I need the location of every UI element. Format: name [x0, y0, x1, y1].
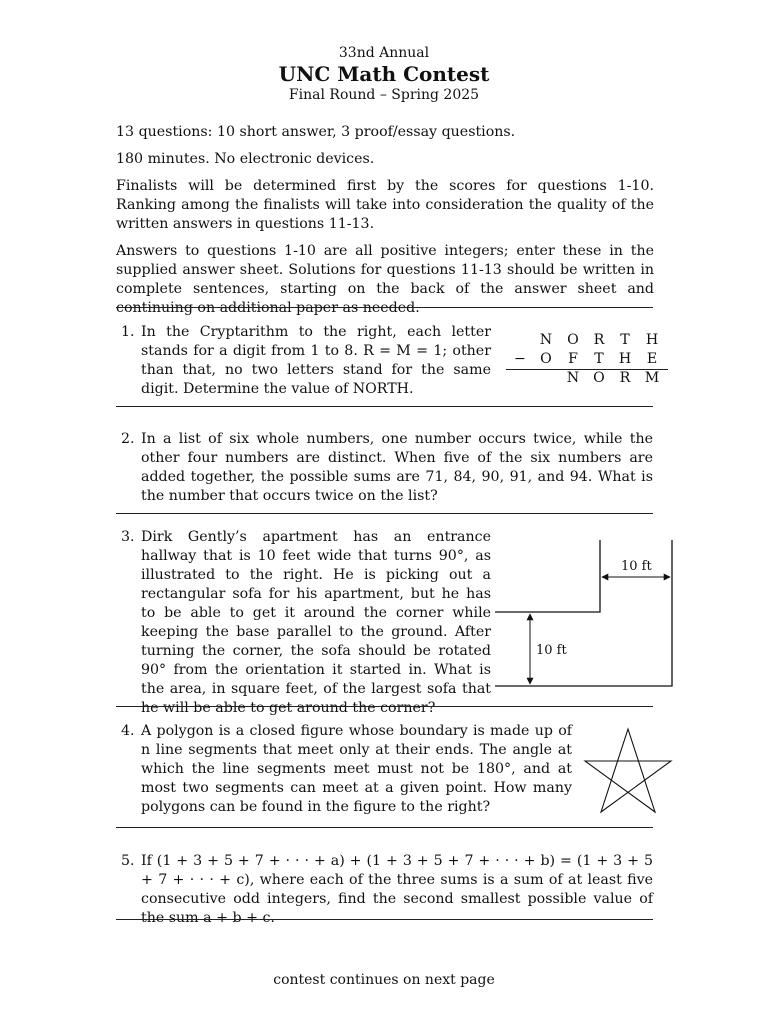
problem-text: In a list of six whole numbers, one number occurs twice, while the other four numbers are distinct. When five of the six numbers are added together, the possible sums are 71, 84, 90, 91, and 94. What is the number that occurs twice on the list?	[141, 431, 653, 504]
problem-number: 1.	[121, 324, 135, 340]
divider	[116, 827, 653, 828]
width-label-top: 10 ft	[621, 559, 652, 574]
hallway-inner-wall	[495, 540, 600, 612]
problem-text: In the Cryptarithm to the right, each letter stands for a digit from 1 to 8. R = M = 1; other than that, no two letters stand for the same digit. Determine the value of NORTH.	[141, 324, 491, 397]
instruction-questions: 13 questions: 10 short answer, 3 proof/essay questions.	[116, 124, 516, 140]
crypt-letter: H	[645, 332, 659, 348]
cryptarithm-middle-row	[506, 350, 668, 369]
divider	[116, 919, 653, 920]
crypt-letter: N	[566, 370, 580, 386]
crypt-letter: E	[646, 351, 658, 367]
instruction-answers: Answers to questions 1-10 are all positive integers; enter these in the supplied answer sheet. Solutions for questions 11-13 should be written in complete sentences, starting on the back of the answer sheet and continuing on additional paper as needed.	[116, 243, 654, 316]
contest-header	[0, 45, 768, 104]
crypt-letter: N	[539, 332, 553, 348]
crypt-letter: O	[540, 351, 552, 367]
crypt-letter: R	[619, 370, 631, 386]
header-annual: 33nd Annual	[338, 45, 430, 61]
crypt-letter: F	[568, 351, 578, 367]
problem-number: 4.	[121, 723, 135, 739]
pentagram	[585, 729, 671, 812]
cryptarithm-top-row	[506, 331, 668, 350]
instruction-ranking: Finalists will be determined first by the scores for questions 1-10. Ranking among the finalists will take into consideration the quality of the written answers in questions 11-13.	[116, 178, 654, 232]
minus-sign: −	[514, 351, 526, 367]
hallway-diagram	[490, 535, 690, 695]
cryptarithm	[506, 331, 668, 388]
problem-text: If (1 + 3 + 5 + 7 + · · · + a) + (1 + 3 + 5 + 7 + · · · + b) = (1 + 3 + 5 + 7 + · · · + c), where each of the three sums is a sum of at least five consecutive odd integers, find the second smallest possible value of the sum a + b + c.	[141, 853, 653, 926]
width-label-left: 10 ft	[536, 643, 567, 658]
crypt-letter: R	[593, 332, 605, 348]
star-pentagram-figure	[584, 726, 674, 816]
divider	[116, 406, 653, 407]
problem-text: A polygon is a closed figure whose boundary is made up of n line segments that meet only at their ends. The angle at which the line segments meet must not be 180°, and at most two segments can meet at a given point. How many polygons can be found in the figure to the right?	[141, 723, 572, 815]
problem-number: 2.	[121, 431, 135, 447]
crypt-letter: T	[620, 332, 630, 348]
divider	[116, 513, 653, 514]
crypt-letter: M	[644, 370, 660, 386]
problem-number: 3.	[121, 529, 135, 545]
problem-number: 5.	[121, 853, 135, 869]
contest-subtitle: Final Round – Spring 2025	[288, 87, 480, 103]
problem-text: Dirk Gently’s apartment has an entrance hallway that is 10 feet wide that turns 90°, as illustrated to the right. He is picking out a rectangular sofa for his apartment, but he has to be able to get it around the corner while keeping the base parallel to the ground. After turning the corner, the sofa should be rotated 90° from the orientation it started in. What is the area, in square feet, of the largest sofa that he will be able to get around the corner?	[141, 529, 491, 716]
contest-title: UNC Math Contest	[278, 62, 490, 86]
instructions	[116, 123, 654, 326]
divider	[116, 307, 653, 308]
crypt-letter: H	[618, 351, 632, 367]
page-footer: contest continues on next page	[273, 972, 495, 988]
crypt-letter: T	[594, 351, 604, 367]
instruction-time: 180 minutes. No electronic devices.	[116, 151, 375, 167]
crypt-letter: O	[567, 332, 579, 348]
divider	[116, 706, 653, 707]
cryptarithm-result-row	[506, 369, 668, 388]
crypt-letter: O	[593, 370, 605, 386]
